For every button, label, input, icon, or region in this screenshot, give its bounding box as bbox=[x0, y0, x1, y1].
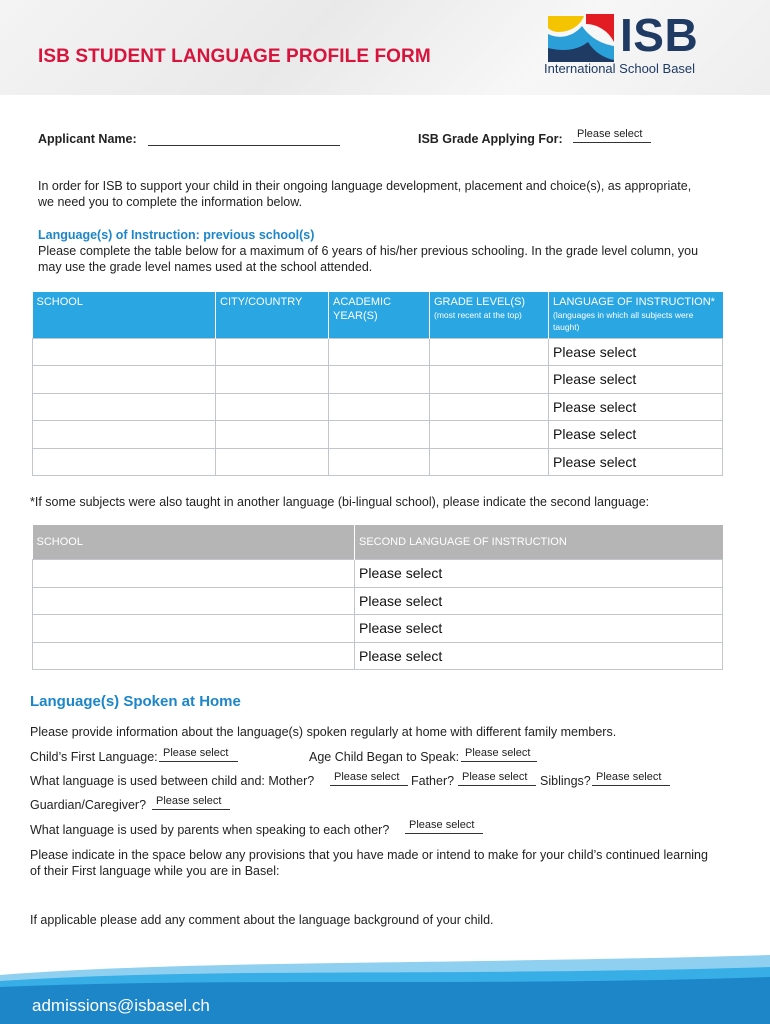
isb-logo bbox=[540, 10, 730, 82]
grade-cell[interactable] bbox=[430, 393, 549, 420]
provisions-line-2: of their First language while you are in Basel: bbox=[30, 864, 280, 878]
table-row bbox=[33, 587, 723, 614]
first-language-label: Child’s First Language: bbox=[30, 750, 158, 764]
applicant-name-field[interactable] bbox=[148, 131, 340, 146]
father-language-select[interactable]: Please select bbox=[458, 771, 536, 786]
table-row bbox=[33, 614, 723, 642]
col-language-note: (languages in which all subjects were taught) bbox=[553, 310, 694, 332]
second-language-select[interactable]: Please select bbox=[355, 587, 723, 614]
grade-cell[interactable] bbox=[430, 420, 549, 448]
siblings-language-select[interactable]: Please select bbox=[592, 771, 670, 786]
language-select[interactable]: Please select bbox=[549, 420, 723, 448]
city-cell[interactable] bbox=[216, 365, 329, 393]
col-school-label: SCHOOL bbox=[36, 535, 83, 548]
grade-cell[interactable] bbox=[430, 448, 549, 475]
col-school bbox=[33, 292, 216, 338]
table-row bbox=[33, 420, 723, 448]
city-cell[interactable] bbox=[216, 393, 329, 420]
city-cell[interactable] bbox=[216, 448, 329, 475]
language-select[interactable]: Please select bbox=[549, 448, 723, 475]
previous-schools-header-row bbox=[33, 292, 723, 338]
previous-schools-table bbox=[32, 292, 723, 476]
applicant-name-label bbox=[38, 131, 137, 147]
logo-wordmark: ISB bbox=[620, 9, 699, 61]
home-intro: Please provide information about the language(s) spoken regularly at home with different family members. bbox=[30, 725, 617, 739]
language-select[interactable]: Please select bbox=[549, 393, 723, 420]
year-cell[interactable] bbox=[329, 420, 430, 448]
school-cell[interactable] bbox=[33, 614, 355, 642]
table-row bbox=[33, 448, 723, 475]
col-year-label-a: ACADEMIC bbox=[333, 296, 392, 308]
father-language-label: Father? bbox=[411, 774, 455, 788]
parents-language-select[interactable]: Please select bbox=[405, 819, 483, 834]
table-row bbox=[33, 338, 723, 365]
intro-line-2: we need you to complete the information below. bbox=[38, 195, 303, 209]
second-language-select[interactable]: Please select bbox=[355, 559, 723, 587]
instruction-line-1: Please complete the table below for a maximum of 6 years of his/her previous schooling. In the grade level column, you bbox=[38, 244, 699, 258]
mother-language-select[interactable]: Please select bbox=[330, 771, 408, 786]
col-school-label: SCHOOL bbox=[36, 296, 83, 308]
mother-language-label: What language is used between child and: Mother? bbox=[30, 774, 315, 788]
parents-language-label: What language is used by parents when speaking to each other? bbox=[30, 823, 390, 837]
col-second-language bbox=[355, 525, 723, 559]
second-language-table bbox=[32, 525, 723, 670]
grade-cell[interactable] bbox=[430, 338, 549, 365]
year-cell[interactable] bbox=[329, 365, 430, 393]
col-school bbox=[33, 525, 355, 559]
guardian-language-label: Guardian/Caregiver? bbox=[30, 798, 147, 812]
grade-cell[interactable] bbox=[430, 365, 549, 393]
table-row bbox=[33, 365, 723, 393]
page-title: ISB STUDENT LANGUAGE PROFILE FORM bbox=[38, 46, 431, 67]
second-language-select[interactable]: Please select bbox=[355, 614, 723, 642]
col-city-country bbox=[216, 292, 329, 338]
grade-applying-label: ISB Grade Applying For: bbox=[418, 132, 563, 146]
col-second-language-label: SECOND LANGUAGE OF INSTRUCTION bbox=[359, 535, 567, 548]
table-row bbox=[33, 559, 723, 587]
school-cell[interactable] bbox=[33, 448, 216, 475]
school-cell[interactable] bbox=[33, 587, 355, 614]
school-cell[interactable] bbox=[33, 365, 216, 393]
bilingual-note: *If some subjects were also taught in another language (bi-lingual school), please indicate the second language: bbox=[30, 495, 650, 509]
year-cell[interactable] bbox=[329, 338, 430, 365]
table-row bbox=[33, 393, 723, 420]
siblings-language-label: Siblings? bbox=[540, 774, 591, 788]
year-cell[interactable] bbox=[329, 393, 430, 420]
school-cell[interactable] bbox=[33, 393, 216, 420]
first-language-select[interactable]: Please select bbox=[159, 747, 238, 762]
instruction-line-2: may use the grade level names used at the school attended. bbox=[38, 260, 373, 274]
school-cell[interactable] bbox=[33, 338, 216, 365]
school-cell[interactable] bbox=[33, 420, 216, 448]
second-language-header-row bbox=[33, 525, 723, 559]
admissions-email-link[interactable]: admissions@isbasel.ch bbox=[32, 996, 210, 1015]
col-city-label: CITY/COUNTRY bbox=[220, 296, 303, 308]
grade-applying-select[interactable]: Please select bbox=[573, 128, 651, 143]
school-cell[interactable] bbox=[33, 642, 355, 669]
instruction-heading: Language(s) of Instruction: previous school(s) bbox=[38, 228, 315, 242]
col-language-label: LANGUAGE OF INSTRUCTION* bbox=[553, 296, 715, 308]
isb-logo-mark-icon bbox=[544, 12, 618, 64]
col-grade-level bbox=[430, 292, 549, 338]
logo-subtitle: International School Basel bbox=[544, 61, 696, 76]
guardian-language-select[interactable]: Please select bbox=[152, 795, 230, 810]
home-section-heading: Language(s) Spoken at Home bbox=[30, 693, 241, 710]
col-grade-note: (most recent at the top) bbox=[434, 310, 522, 320]
col-language bbox=[549, 292, 723, 338]
col-year-label-b: YEAR(S) bbox=[333, 310, 378, 322]
comment-prompt: If applicable please add any comment about the language background of your child. bbox=[30, 913, 494, 927]
language-select[interactable]: Please select bbox=[549, 338, 723, 365]
year-cell[interactable] bbox=[329, 448, 430, 475]
applicant-name-label-text: Applicant Name: bbox=[38, 132, 137, 146]
col-grade-label: GRADE LEVEL(S) bbox=[434, 296, 526, 308]
age-speak-label: Age Child Began to Speak: bbox=[309, 750, 460, 764]
age-speak-select[interactable]: Please select bbox=[461, 747, 537, 762]
provisions-line-1: Please indicate in the space below any provisions that you have made or intend to make for your child’s continued learning bbox=[30, 848, 708, 862]
school-cell[interactable] bbox=[33, 559, 355, 587]
language-select[interactable]: Please select bbox=[549, 365, 723, 393]
city-cell[interactable] bbox=[216, 420, 329, 448]
intro-line-1: In order for ISB to support your child in their ongoing language development, placement and choice(s), as appropriate, bbox=[38, 179, 692, 193]
second-language-select[interactable]: Please select bbox=[355, 642, 723, 669]
city-cell[interactable] bbox=[216, 338, 329, 365]
col-academic-year bbox=[329, 292, 430, 338]
table-row bbox=[33, 642, 723, 669]
